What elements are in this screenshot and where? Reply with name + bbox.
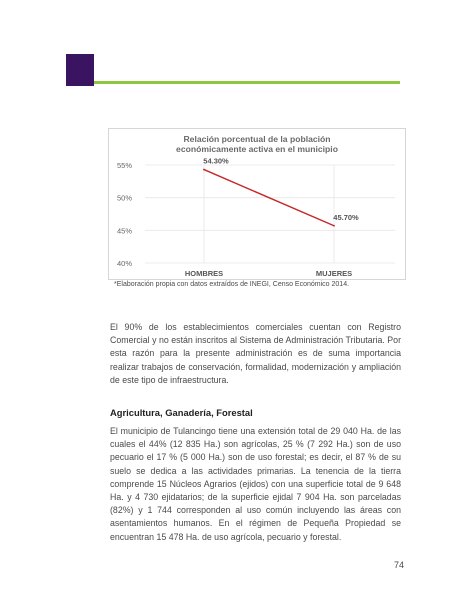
data-label: 45.70%	[333, 212, 359, 222]
y-tick-label: 40%	[117, 259, 133, 268]
chart-title	[109, 134, 405, 154]
paragraph-commerce: El 90% de los establecimientos comerciales cuentan con Registro Comercial y no están inscritos al Sistema de Administración Tributaria. Por esta razón para la presente administración es de suma importancia realizar trabajos de conservación, formalidad, modernización y ampliación de este tipo de infraestructura.	[110, 322, 401, 385]
paragraph-agriculture: El municipio de Tulancingo tiene una extensión total de 29 040 Ha. de las cuales el 44% (12 835 Ha.) son agrícolas, 25 % (7 292 Ha.) son de uso pecuario el 17 % (5 000 Ha.) son de uso forestal; es decir, el 87 % de su suelo se dedica a las actividades primarias. La tenencia de la tierra comprende 15 Núcleos Agrarios (ejidos) con una superficie total de 9 648 Ha. y 4 730 ejidatarios; de la superficie ejidal 7 904 Ha. son parceladas (82%) y 1 744 corresponden al uso común incluyendo las áreas con asentamientos humanos. En el régimen de Pequeña Propiedad se encuentran 15 478 Ha. de uso agrícola, pecuario y forestal.	[110, 426, 401, 542]
page-number: 74	[393, 560, 404, 570]
section-heading: Agricultura, Ganadería, Forestal	[110, 407, 253, 418]
data-point	[333, 225, 335, 227]
data-label: 54.30%	[203, 156, 229, 166]
y-tick-label: 45%	[117, 226, 133, 236]
chart-box	[108, 128, 406, 280]
x-tick-label: MUJERES	[315, 269, 353, 278]
y-tick-label: 50%	[117, 193, 133, 203]
header-green-rule	[94, 81, 400, 84]
x-tick-label: HOMBRES	[184, 269, 224, 278]
y-tick-label: 55%	[117, 161, 133, 170]
header-purple-block	[66, 54, 94, 86]
chart-source-note: *Elaboración propia con datos extraídos de INEGI, Censo Económico 2014.	[114, 281, 350, 288]
data-point	[203, 169, 205, 171]
chart-title-line-1: Relación porcentual de la población	[183, 134, 331, 144]
chart-title-line-2: económicamente activa en el municipio	[176, 144, 338, 154]
